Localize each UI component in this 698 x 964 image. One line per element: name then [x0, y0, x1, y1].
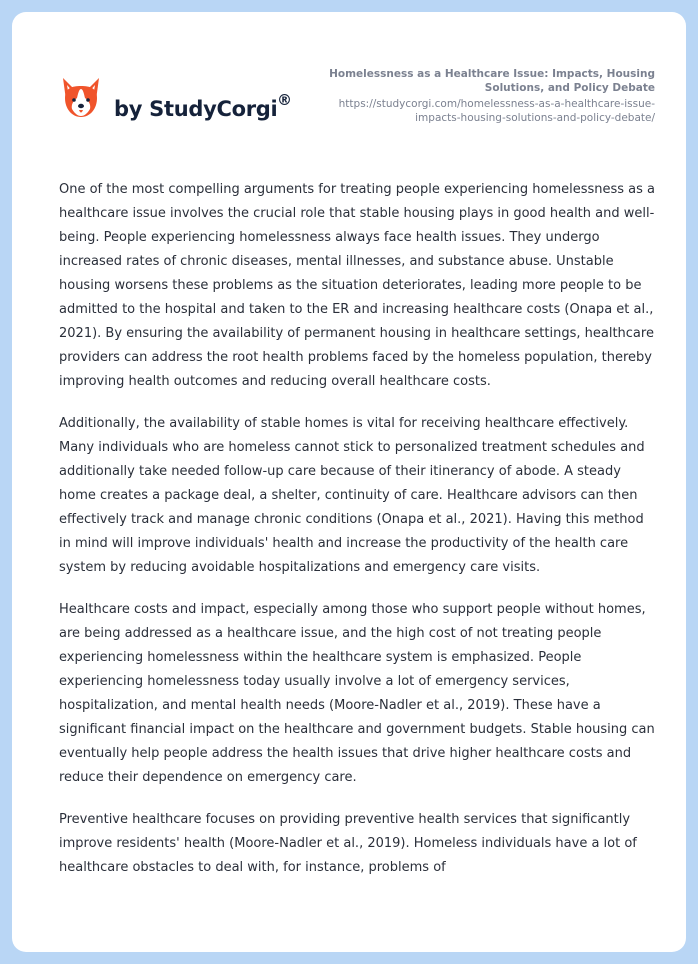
- paragraph: Preventive healthcare focuses on providing preventive health services that significantly improve residents' health (Moore-Nadler et al., 2019). Homeless individuals have a lot of healthcare obstacles to deal with, for instance, problems of: [59, 812, 637, 875]
- essay-body: [59, 178, 659, 898]
- registered-mark: ®: [277, 91, 292, 109]
- paragraph: Healthcare costs and impact, especially among those who support people without homes, are being addressed as a healthcare issue, and the high cost of not treating people experiencing homelessness within the healthcare system is emphasized. People experiencing homelessness today usually involve a lot of emergency services, hospitalization, and mental health needs (Moore-Nadler et al., 2019). These have a significant financial impact on the healthcare and government budgets. Stable housing can eventually help people address the health issues that drive higher healthcare costs and reduce their dependence on emergency care.: [59, 602, 655, 785]
- paragraph: Additionally, the availability of stable homes is vital for receiving healthcare effectively. Many individuals who are homeless cannot stick to personalized treatment schedules and additionally take needed follow-up care because of their itinerancy of abode. A steady home creates a package deal, a shelter, continuity of care. Healthcare advisors can then effectively track and manage chronic conditions (Onapa et al., 2021). Having this method in mind will improve individuals' health and increase the productivity of the health care system by reducing avoidable hospitalizations and emergency care visits.: [59, 416, 645, 575]
- document-url-link[interactable]: https://studycorgi.com/homelessness-as-a-healthcare-issue-impacts-housing-solutions-and-policy-debate/: [338, 98, 655, 124]
- paragraph: One of the most compelling arguments for treating people experiencing homelessness as a healthcare issue involves the crucial role that stable housing plays in good health and well-being. People experiencing homelessness always face health issues. They undergo increased rates of chronic diseases, mental illnesses, and substance abuse. Unstable housing worsens these problems as the situation deteriorates, leading more people to be admitted to the hospital and taken to the ER and increasing healthcare costs (Onapa et al., 2021). By ensuring the availability of permanent housing in healthcare settings, healthcare providers can address the root health problems faced by the homeless population, thereby improving health outcomes and reducing overall healthcare costs.: [59, 182, 656, 389]
- studycorgi-logo[interactable]: [60, 76, 300, 136]
- corgi-icon: [60, 76, 102, 120]
- page-card: [12, 12, 686, 952]
- logo-text: by StudyCorgi: [114, 97, 278, 121]
- document-title: Homelessness as a Healthcare Issue: Impacts, Housing Solutions, and Policy Debate: [329, 68, 655, 94]
- document-meta: [305, 67, 655, 125]
